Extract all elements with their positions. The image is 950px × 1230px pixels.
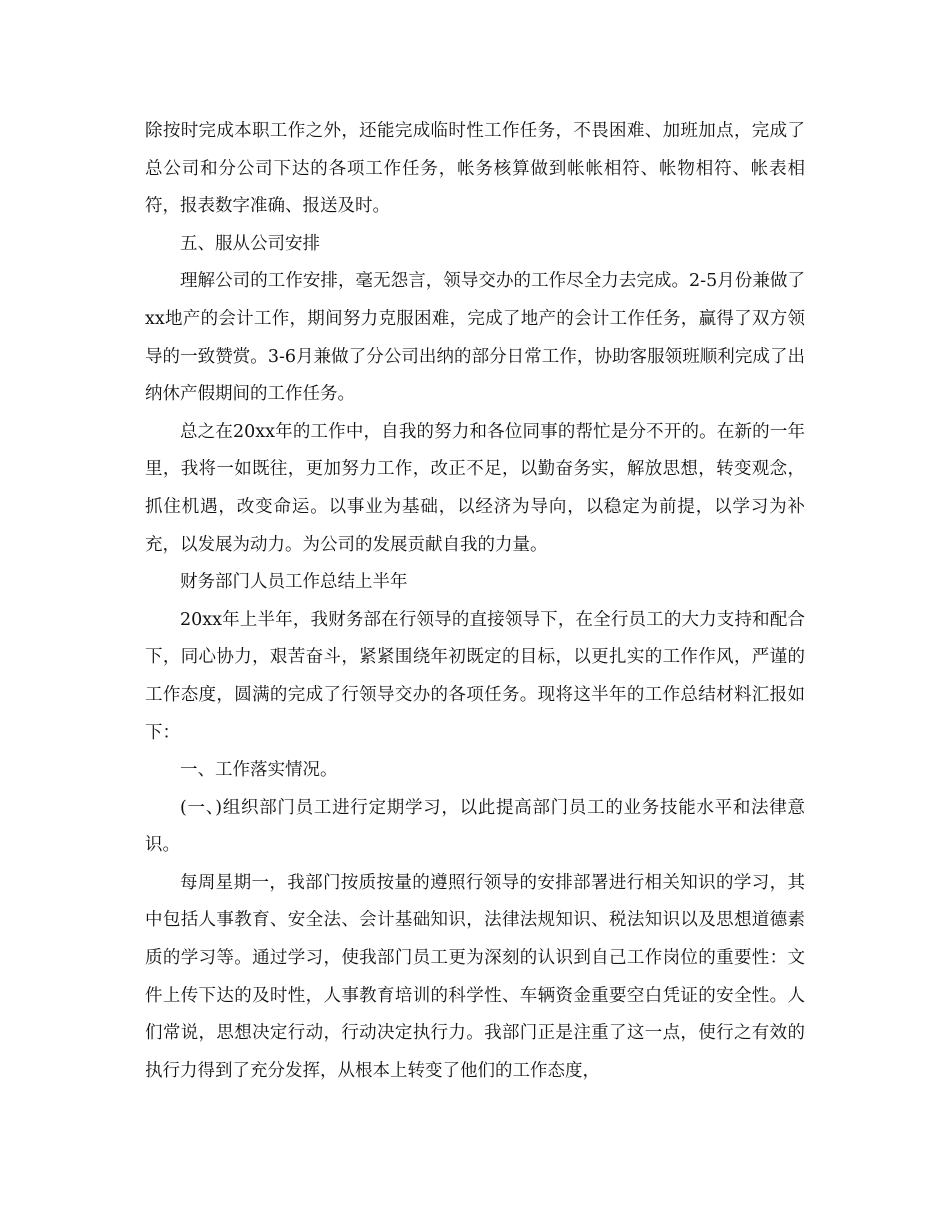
section-heading-one: 一、工作落实情况。 [180,760,338,781]
paragraph-weekly-study: 每周星期一，我部门按质按量的遵照行领导的安排部署进行相关知识的学习，其中包括人事教育、安全法、会计基础知识，法律法规知识、税法知识以及思想道德素质的学习等。通过学习，使我部门员工更为深刻的认识到自己工作岗位的重要性：文件上传下达的及时性，人事教育培训的科学性、车辆资金重要空白凭证的安全性。人们常说，思想决定行动，行动决定执行力。我部门正是注重了这一点，使行之有效的执行力得到了充分发挥，从根本上转变了他们的工作态度， [145,872,805,1081]
section-heading-five: 五、服从公司安排 [180,233,320,254]
document-subtitle: 财务部门人员工作总结上半年 [180,572,408,593]
paragraph-summary: 总之在20xx年的工作中，自我的努力和各位同事的帮忙是分不开的。在新的一年里，我将一如既往，更加努力工作，改正不足，以勤奋务实，解放思想，转变观念，抓住机遇，改变命运。以事业为基础，以经济为导向，以稳定为前提，以学习为补充，以发展为动力。为公司的发展贡献自我的力量。 [145,421,805,555]
paragraph-continuation: 除按时完成本职工作之外，还能完成临时性工作任务，不畏困难、加班加点，完成了总公司和分公司下达的各项工作任务，帐务核算做到帐帐相符、帐物相符、帐表相符，报表数字准确、报送及时。 [145,121,805,217]
paragraph-intro: 20xx年上半年，我财务部在行领导的直接领导下，在全行员工的大力支持和配合下，同心协力，艰苦奋斗，紧紧围绕年初既定的目标，以更扎实的工作作风，严谨的工作态度，圆满的完成了行领导交办的各项任务。现将这半年的工作总结材料汇报如下： [145,609,805,743]
subsection-heading: (一、)组织部门员工进行定期学习，以此提高部门员工的业务技能水平和法律意识。 [145,797,805,856]
paragraph-company-arrangement: 理解公司的工作安排，毫无怨言，领导交办的工作尽全力去完成。2-5月份兼做了xx地产的会计工作，期间努力克服困难，完成了地产的会计工作任务，赢得了双方领导的一致赞赏。3-6月兼做了分公司出纳的部分日常工作，协助客服领班顺利完成了出纳休产假期间的工作任务。 [145,271,805,405]
document-body [145,113,805,1090]
